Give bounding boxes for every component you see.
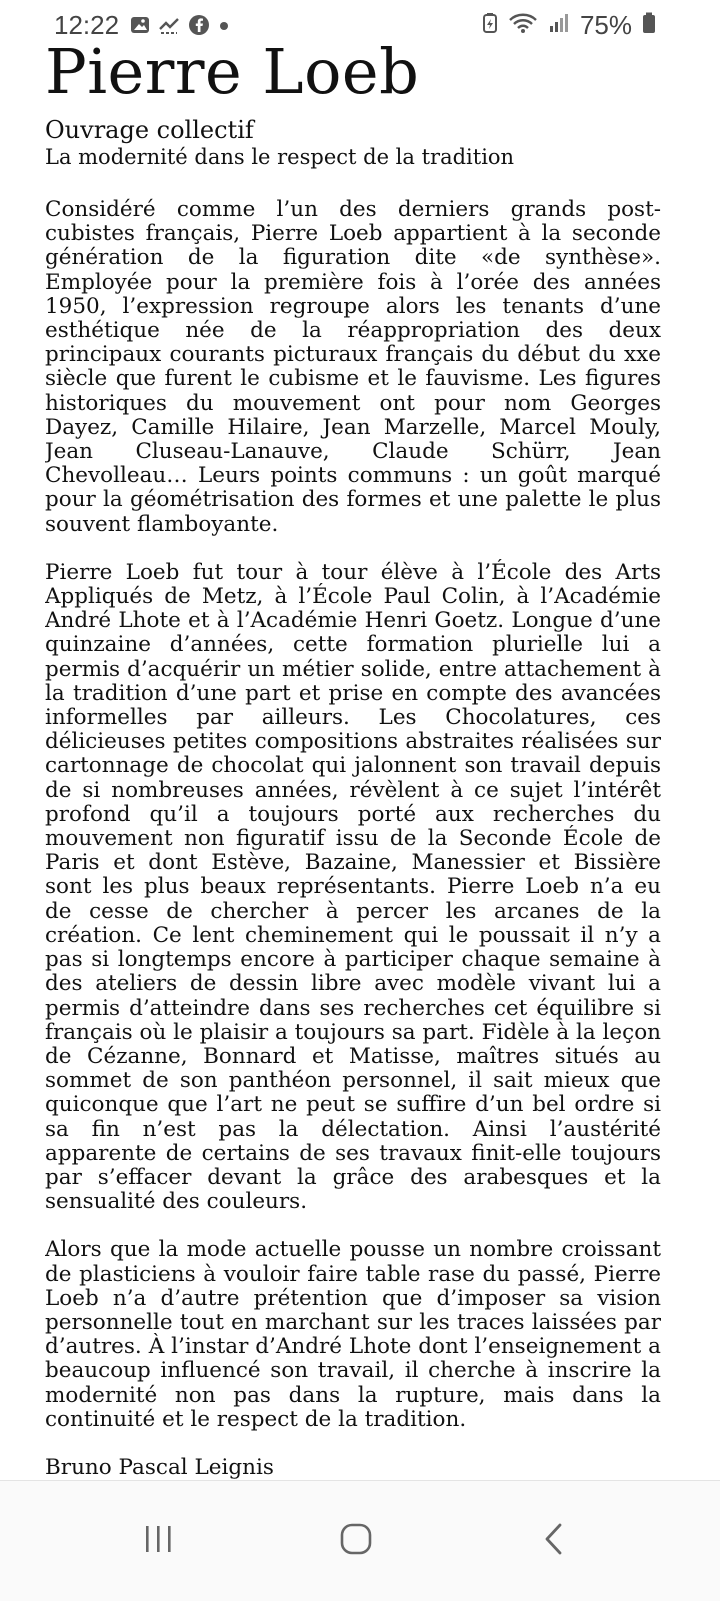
article [45,38,661,1484]
system-icons [482,10,656,41]
battery-saver-icon [482,12,498,39]
paragraph-2: Pierre Loeb fut tour à tour élève à l’École des Arts Appliqués de Metz, à l’École Paul Colin, à l’Académie André Lhote et à l’Académie Henri Goetz. Longue d’une quinzaine d’années, cette formation plurielle lui a permis d’acquérir un métier solide, entre attachement à la tradition d’une part et prise en compte des avancées informelles par ailleurs. Les Chocolatures, ces délicieuses petites compositions abstraites réalisées sur cartonnage de chocolat qui jalonnent son travail depuis de si nombreuses années, révèlent à ce sujet l’intérêt profond qu’il a toujours porté aux recherches du mouvement non figuratif issu de la Seconde École de Paris et dont Estève, Bazaine, Manessier et Bissière sont les plus beaux représentants. Pierre Loeb n’a eu de cesse de chercher à percer les arcanes de la création. Ce lent cheminement qui le poussait il n’y a pas si longtemps encore à participer chaque semaine à des ateliers de dessin libre avec modèle vivant lui a permis d’atteindre dans ses recherches cet équilibre si français où le plaisir a toujours sa part. Fidèle à la leçon de Cézanne, Bonnard et Matisse, maîtres situés au sommet de son panthéon personnel, il sait mieux que quiconque que l’art ne peut se suffire d’un bel ordre si sa fin n’est pas la délectation. Ainsi l’austérité apparente de certains de ses travaux finit-elle toujours par s’effacer devant la grâce des arabesques et la sensualité des couleurs. [45,559,661,1215]
battery-icon [642,12,656,39]
paragraph-3: Alors que la mode actuelle pousse un nombre croissant de plasticiens à vouloir faire table rase du passé, Pierre Loeb n’a d’autre prétention que d’imposer sa vision personnelle tout en marchant sur les traces laissées par d’autres. À l’instar d’André Lhote dont l’enseignement a beaucoup influencé son travail, il cherche à inscrire la modernité non pas dans la rupture, mais dans la continuité et le respect de la tradition. [45,1237,661,1432]
navigation-bar [0,1480,720,1601]
missed-call-icon [158,15,180,40]
back-icon [542,1522,566,1560]
page-title: Pierre Loeb [45,38,420,108]
article-body [45,198,661,1480]
notification-dot-icon [218,19,230,37]
paragraph-1: Considéré comme l’un des derniers grands post-cubistes français, Pierre Loeb appartient à la seconde génération de la figuration dite «de synthèse». Employée pour la première fois à l’orée des années 1950, l’expression regroupe alors les tenants d’une esthétique née de la réappropriation des deux principaux courants picturaux français du début du xxe siècle que furent le cubisme et le fauvisme. Les figures historiques du mouvement ont pour nom Georges Dayez, Camille Hilaire, Jean Marzelle, Marcel Mouly, Jean Cluseau-Lanauve, Claude Schürr, Jean Chevolleau… Leurs points communs : un goût marqué pour la géométrisation des formes et une palette le plus souvent flamboyante. [45,197,661,537]
battery-percentage: 75% [579,10,632,40]
signal-icon [548,12,570,39]
gallery-icon [130,15,150,40]
home-button[interactable] [326,1511,386,1571]
back-button[interactable] [524,1511,584,1571]
status-time: 12:22 [54,10,120,40]
article-subtitle: Ouvrage collectif [45,116,254,144]
author-signature: Bruno Pascal Leignis [45,1454,274,1480]
recent-apps-button[interactable] [128,1511,188,1571]
facebook-icon [188,14,210,41]
home-icon [339,1522,373,1560]
recent-apps-icon [140,1523,176,1559]
notification-icons [130,14,230,41]
wifi-icon [508,12,538,39]
article-tagline: La modernité dans le respect de la tradition [45,145,515,169]
